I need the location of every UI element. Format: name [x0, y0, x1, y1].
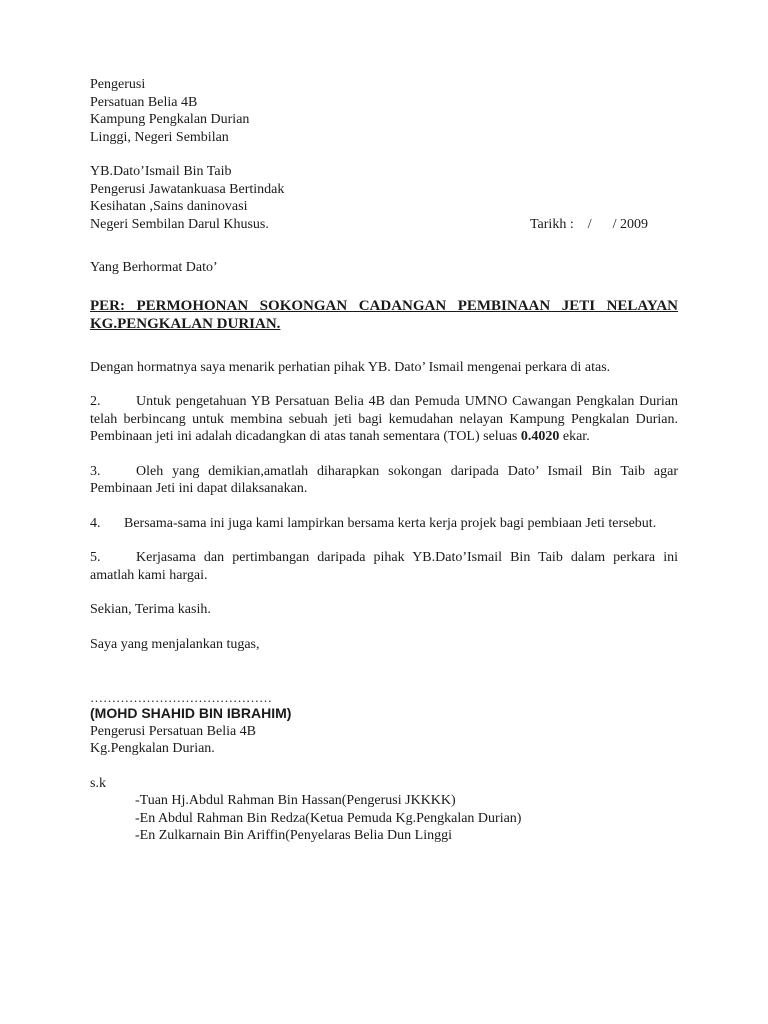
closing-thanks: Sekian, Terima kasih. [90, 602, 211, 617]
land-area-value: 0.4020 [520, 429, 560, 444]
recipient-line: Pengerusi Jawatankuasa Bertindak [90, 181, 285, 197]
cc-item: -En Zulkarnain Bin Ariffin(Penyelaras Belia Dun Linggi [135, 828, 453, 843]
cc-item: -En Abdul Rahman Bin Redza(Ketua Pemuda Kg.Pengkalan Durian) [135, 810, 522, 826]
sender-line: Kampung Pengkalan Durian [90, 112, 250, 127]
land-area-unit: ekar. [559, 429, 590, 444]
cc-list [90, 792, 678, 845]
signer-place: Kg.Pengkalan Durian. [90, 741, 215, 756]
sender-line: Linggi, Negeri Sembilan [90, 129, 229, 145]
intro-paragraph: Dengan hormatnya saya menarik perhatian pihak YB. Dato’ Ismail mengenai perkara di atas. [90, 359, 611, 375]
closing-duty: Saya yang menjalankan tugas, [90, 636, 260, 652]
paragraph-text: Oleh yang demikian,amatlah diharapkan sokongan daripada Dato’ Ismail Bin Taib agar Pembinaan Jeti ini dapat dilaksanakan. [90, 463, 678, 496]
recipient-line: Negeri Sembilan Darul Khusus. [90, 216, 269, 232]
paragraph-text: Untuk pengetahuan YB Persatuan Belia 4B dan Pemuda UMNO Cawangan Pengkalan Durian telah berbincang untuk membina sebuah jeti bagi kemudahan nelayan Kampung Pengkalan Durian. Pembinaan jeti ini adalah dicadangkan di atas tanah sementara (TOL) seluas [90, 394, 678, 444]
recipient-line: YB.Dato’Ismail Bin Taib [90, 164, 232, 179]
salutation: Yang Berhormat Dato’ [90, 260, 218, 275]
paragraph-number: 3. [90, 463, 101, 479]
letter-subject: PER: PERMOHONAN SOKONGAN CADANGAN PEMBINAAN JETI NELAYAN KG.PENGKALAN DURIAN. [90, 297, 678, 332]
sender-line: Persatuan Belia 4B [90, 94, 198, 110]
letter-page [90, 76, 678, 845]
letter-date: Tarikh : / / 2009 [529, 216, 648, 232]
paragraph-text: Bersama-sama ini juga kami lampirkan bersama kerta kerja projek bagi pembiaan Jeti tersebut. [124, 515, 657, 531]
paragraph-3 [90, 463, 678, 498]
sender-line: Pengerusi [90, 77, 146, 92]
paragraph-number: 2. [90, 394, 101, 409]
signature-line: …………………………………… [90, 690, 272, 705]
paragraph-2 [90, 393, 678, 446]
recipient-line: Kesihatan ,Sains daninovasi [90, 199, 248, 214]
paragraph-4 [90, 515, 678, 533]
cc-label: s.k [90, 775, 106, 791]
recipient-date-row [90, 216, 678, 234]
signer-title: Pengerusi Persatuan Belia 4B [90, 723, 257, 739]
cc-item: -Tuan Hj.Abdul Rahman Bin Hassan(Pengerusi JKKKK) [135, 793, 456, 808]
paragraph-number: 5. [90, 550, 101, 565]
paragraph-text: Kerjasama dan pertimbangan daripada pihak YB.Dato’Ismail Bin Taib dalam perkara ini amatlah kami hargai. [90, 550, 678, 583]
sender-address [90, 76, 678, 146]
paragraph-number: 4. [90, 515, 101, 531]
signer-name: (MOHD SHAHID BIN IBRAHIM) [90, 705, 292, 721]
paragraph-5 [90, 549, 678, 584]
recipient-address [90, 163, 678, 233]
